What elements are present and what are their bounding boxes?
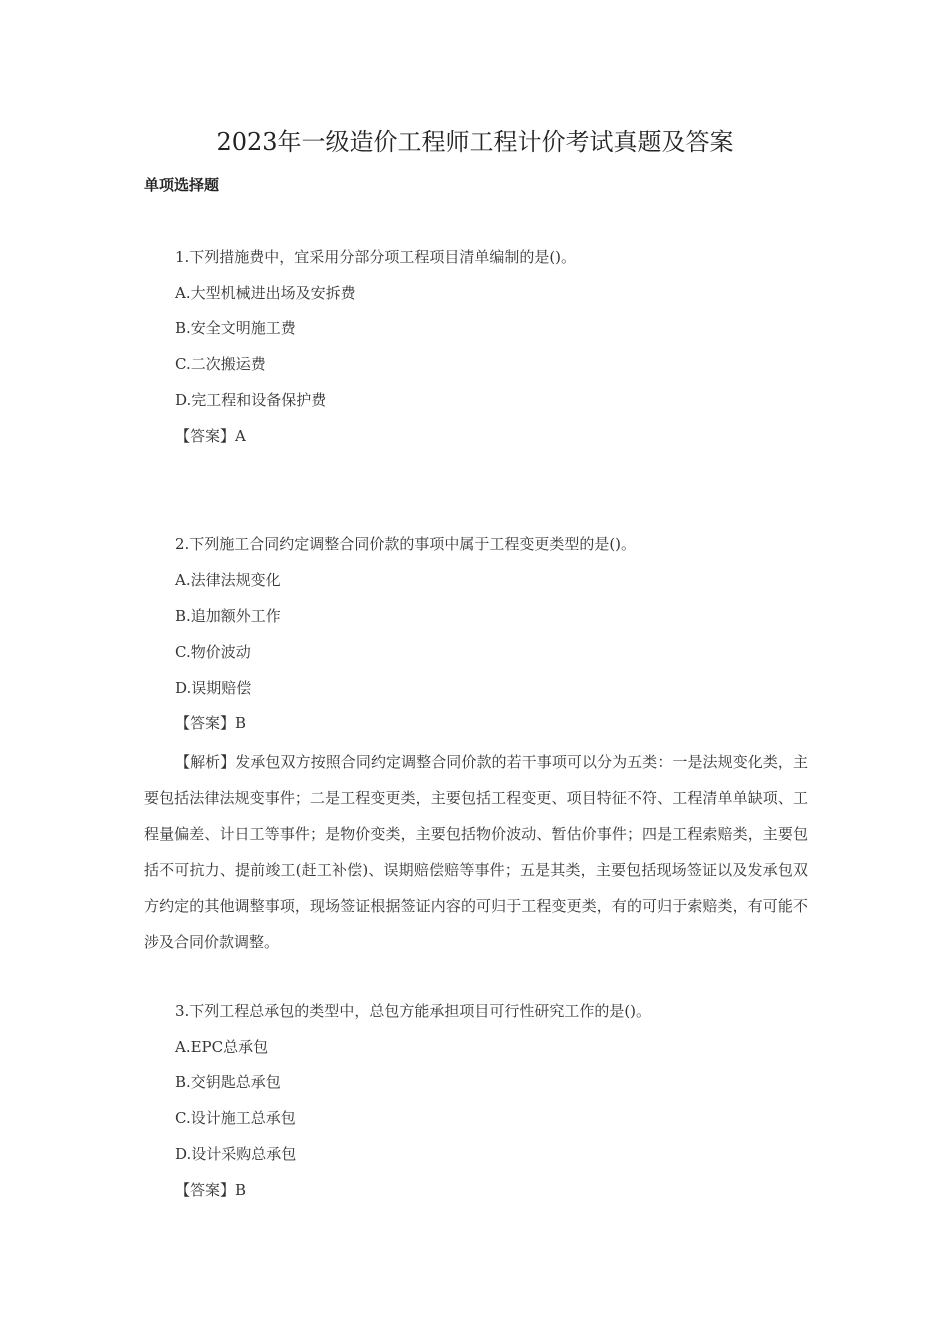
analysis-paragraph: 【解析】发承包双方按照合同约定调整合同价款的若干事项可以分为五类：一是法规变化类，主要包括法律法规变事件；二是工程变更类，主要包括工程变更、项目特征不符、工程清单单缺项、工程量偏差、计日工等事件；是物价变类，主要包括物价波动、暂估价事件；四是工程索赔类，主要包括不可抗力、提前竣工(赶工补偿)、误期赔偿赔等事件；五是其类，主要包括现场签证以及发承包双方约定的其他调整事项，现场签证根据签证内容的可归于工程变更类，有的可归于索赔类，有可能不涉及合同价款调整。: [144, 753, 808, 951]
option-b: B.交钥匙总承包: [175, 1073, 281, 1091]
section-heading: 单项选择题: [144, 176, 220, 194]
option-d: D.误期赔偿: [175, 679, 252, 697]
document-title: 2023年一级造价工程师工程计价考试真题及答案: [216, 128, 734, 156]
option-c: C.设计施工总承包: [175, 1109, 296, 1127]
option-a: A.EPC总承包: [175, 1038, 269, 1056]
question-stem: 2.下列施工合同约定调整合同价款的事项中属于工程变更类型的是()。: [175, 535, 637, 553]
question-stem: 3.下列工程总承包的类型中，总包方能承担项目可行性研究工作的是()。: [175, 1002, 652, 1020]
option-d: D.完工程和设备保护费: [175, 391, 327, 409]
option-c: C.二次搬运费: [175, 355, 266, 373]
option-a: A.法律法规变化: [175, 571, 281, 589]
option-c: C.物价波动: [175, 643, 251, 661]
answer: 【答案】B: [175, 714, 247, 732]
answer: 【答案】A: [175, 427, 246, 445]
option-d: D.设计采购总承包: [175, 1145, 297, 1163]
question-stem: 1.下列措施费中，宜采用分部分项工程项目清单编制的是()。: [175, 248, 577, 266]
option-b: B.安全文明施工费: [175, 319, 296, 337]
option-a: A.大型机械进出场及安拆费: [175, 284, 356, 302]
answer: 【答案】B: [175, 1181, 247, 1199]
option-b: B.追加额外工作: [175, 607, 281, 625]
